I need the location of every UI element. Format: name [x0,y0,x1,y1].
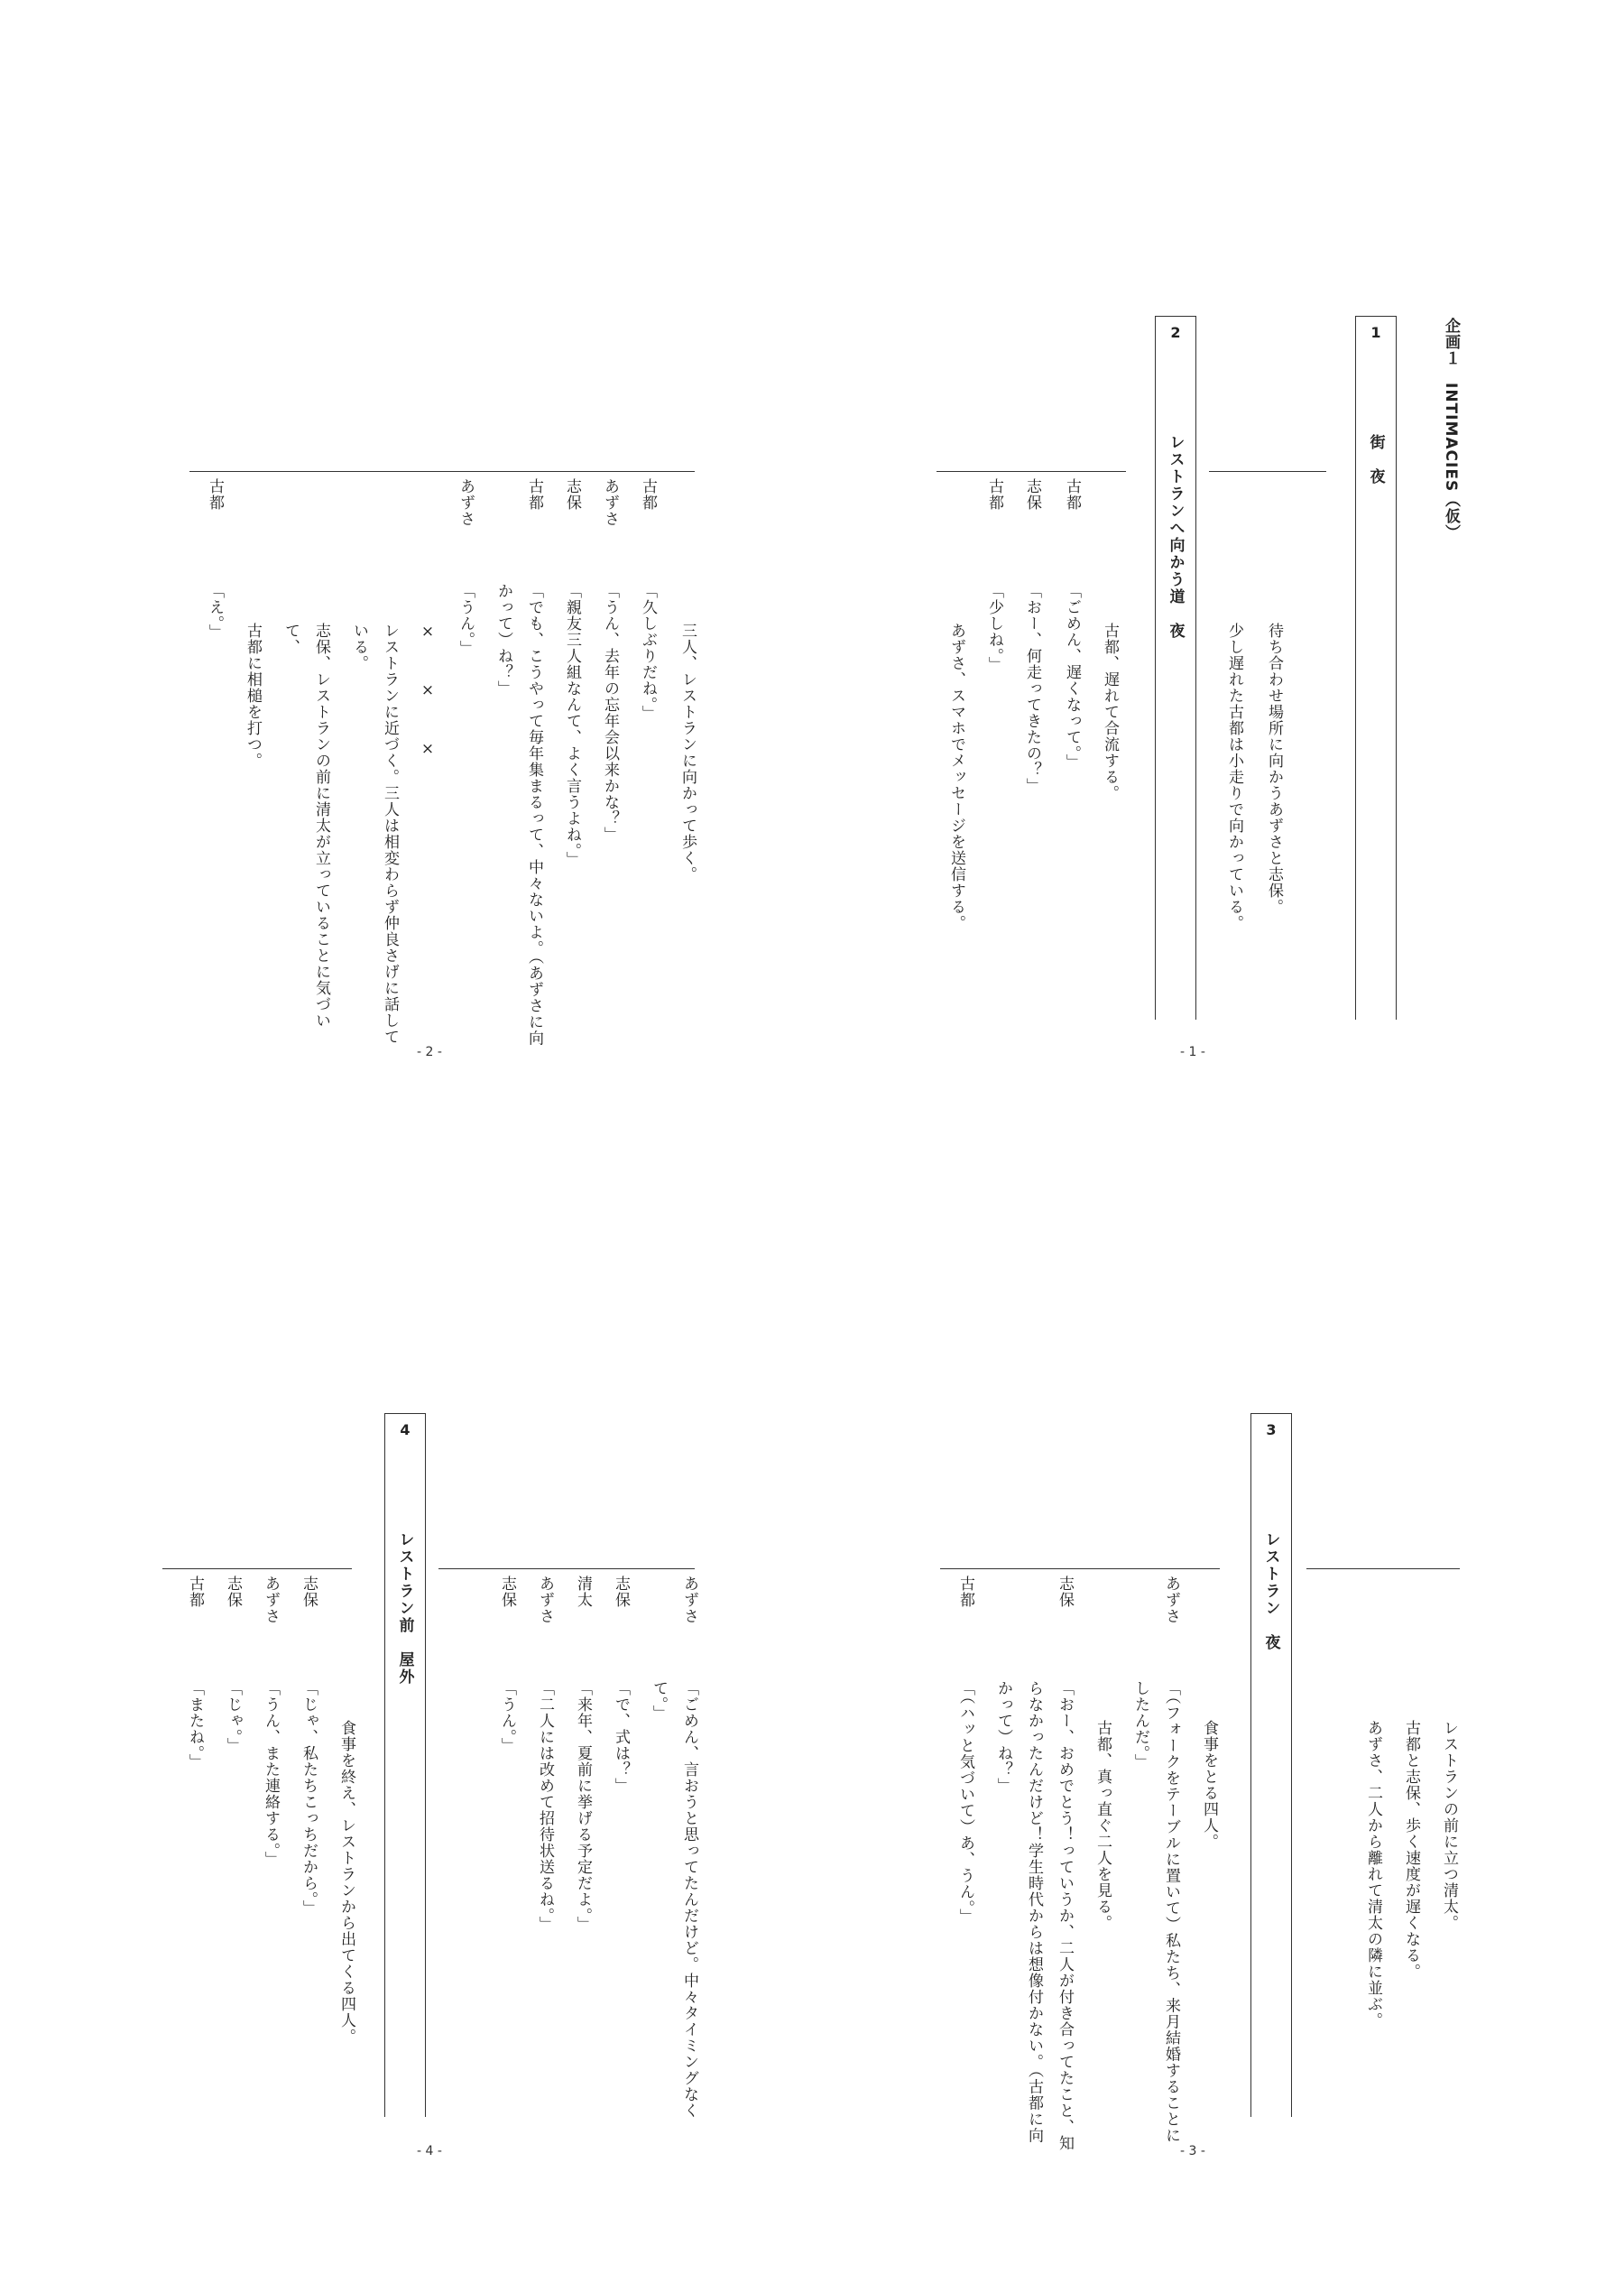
dialogue-line: 「で、式は？」 [612,1680,630,1794]
dialogue-line: 「久しぶりだね。」 [639,583,657,722]
project-title: 企画１ INTIMACIES（仮） [1442,318,1460,541]
scene-slug: 街 夜 [1366,434,1385,485]
script-page-1 [812,0,1624,1146]
scene-divider [940,1568,1220,1569]
script-page-4 [0,1146,812,2292]
action-line: レストランの前に立つ清太。 [1440,1720,1458,1931]
speaker-name: あずさ [262,1576,280,1624]
scene-number: 3 [1266,1421,1277,1438]
scene-divider [162,1568,352,1569]
speaker-name: 古都 [206,478,224,511]
scene-number: 1 [1370,324,1381,341]
scene-slug: レストランへ向かう道 夜 [1166,434,1185,640]
speaker-name: 古都 [186,1576,204,1608]
speaker-name: 古都 [956,1576,974,1608]
action-line: 古都、遅れて合流する。 [1101,623,1119,801]
speaker-name: 古都 [639,478,657,511]
dialogue-line: 「え。」 [206,583,224,641]
speaker-name: 志保 [498,1576,516,1608]
speaker-name: 志保 [612,1576,630,1608]
scene-number: 2 [1170,324,1181,341]
action-line: 食事を終え、レストランから出てくる四人。 [337,1720,355,2045]
script-page-2 [0,0,812,1146]
dialogue-line-cont: かって）ね？」 [994,1680,1012,1794]
dialogue-line: 「ごめん、遅くなって。」 [1063,583,1081,771]
dialogue-line: 「うん、また連絡する。」 [262,1680,280,1868]
dialogue-line: 「ごめん、言おうと思ってたんだけど。中々タイミングなく [680,1680,698,2119]
action-line: 食事をとる四人。 [1200,1720,1218,1850]
scene-number: 4 [400,1421,411,1438]
page-top-rule [438,1568,695,1569]
scene-heading-2 [1155,316,1196,1020]
speaker-name: 志保 [1023,478,1041,511]
dialogue-line: 「じゃ。」 [224,1680,242,1754]
speaker-name: あずさ [601,478,619,527]
action-line: 志保、レストランの前に清太が立っていることに気づい [312,623,330,1029]
scene-slug: レストラン 夜 [1261,1531,1280,1651]
dialogue-line: 「（フォークをテーブルに置いて）私たち、来月結婚することに [1162,1680,1180,2144]
dialogue-line: 「またね。」 [186,1680,204,1770]
speaker-name: 志保 [300,1576,318,1608]
speaker-name: 古都 [985,478,1003,511]
script-page-3 [812,1146,1624,2292]
action-line-cont: いる。 [350,623,368,671]
dialogue-line: 「うん。」 [498,1680,516,1754]
action-line-cont: て、 [281,623,300,655]
dialogue-line-cont: したんだ。」 [1131,1680,1149,1770]
dialogue-line: 「二人には改めて招待状送るね。」 [536,1680,554,1933]
dialogue-line: 「（ハッと気づいて）あ、うん。」 [956,1680,974,1925]
dialogue-line: 「おー、何走ってきたの？」 [1023,583,1041,794]
speaker-name: あずさ [457,478,475,527]
action-line: 古都と志保、歩く速度が遅くなる。 [1402,1720,1420,1980]
dialogue-line: 「親友三人組なんて、よく言うよね。」 [563,583,581,868]
page-number: - 1 - [1180,1045,1205,1059]
action-line: 少し遅れた古都は小走りで向かっている。 [1225,623,1243,931]
scene-divider [937,471,1126,472]
action-line: 古都に相槌を打つ。 [244,623,262,769]
scene-heading-1 [1355,316,1397,1020]
speaker-name: 古都 [1063,478,1081,511]
speaker-name: あずさ [1162,1576,1180,1624]
dialogue-line-cont: らなかったんだけど！学生時代からは想像付かない。（古都に向 [1025,1680,1043,2144]
page-number: - 4 - [417,2144,442,2158]
scene-slug: レストラン前 屋外 [395,1531,414,1686]
scene-divider [1306,1568,1460,1569]
dialogue-line: 「来年、夏前に挙げる予定だよ。」 [574,1680,592,1933]
action-line: レストランに近づく。三人は相変わらず仲良さげに話して [381,623,399,1045]
dialogue-line: 「じゃ、私たちこっちだから。」 [300,1680,318,1917]
scene-heading-4 [384,1413,426,2117]
dialogue-line: 「うん、去年の忘年会以来かな？」 [601,583,619,843]
dialogue-line-cont: かって）ね？」 [494,583,512,697]
dialogue-line: 「おー、おめでとう！っていうか、二人が付き合ってたこと、知 [1056,1680,1074,2151]
scene-break: × × × [419,623,437,771]
action-line: 待ち合わせ場所に向かうあずさと志保。 [1265,623,1283,915]
speaker-name: あずさ [680,1576,698,1624]
page-number: - 3 - [1180,2144,1205,2158]
speaker-name: あずさ [536,1576,554,1624]
dialogue-line-cont: て。」 [650,1680,668,1722]
scene-heading-3 [1250,1413,1292,2117]
action-line: 古都、真っ直ぐ二人を見る。 [1093,1720,1112,1931]
speaker-name: 志保 [1056,1576,1074,1608]
dialogue-line: 「でも、こうやって毎年集まるって、中々ないよ。（あずさに向 [525,583,543,1047]
dialogue-line: 「うん。」 [457,583,475,657]
dialogue-line: 「少しね。」 [985,583,1003,673]
speaker-name: 古都 [525,478,543,511]
action-line: あずさ、スマホでメッセージを送信する。 [947,623,965,931]
page-top-rule [189,471,695,472]
page-number: - 2 - [417,1045,442,1059]
speaker-name: 志保 [224,1576,242,1608]
action-line: あずさ、二人から離れて清太の隣に並ぶ。 [1364,1720,1382,2029]
action-line: 三人、レストランに向かって歩く。 [678,623,697,883]
scene-divider [1209,471,1326,472]
speaker-name: 清太 [574,1576,592,1608]
speaker-name: 志保 [563,478,581,511]
